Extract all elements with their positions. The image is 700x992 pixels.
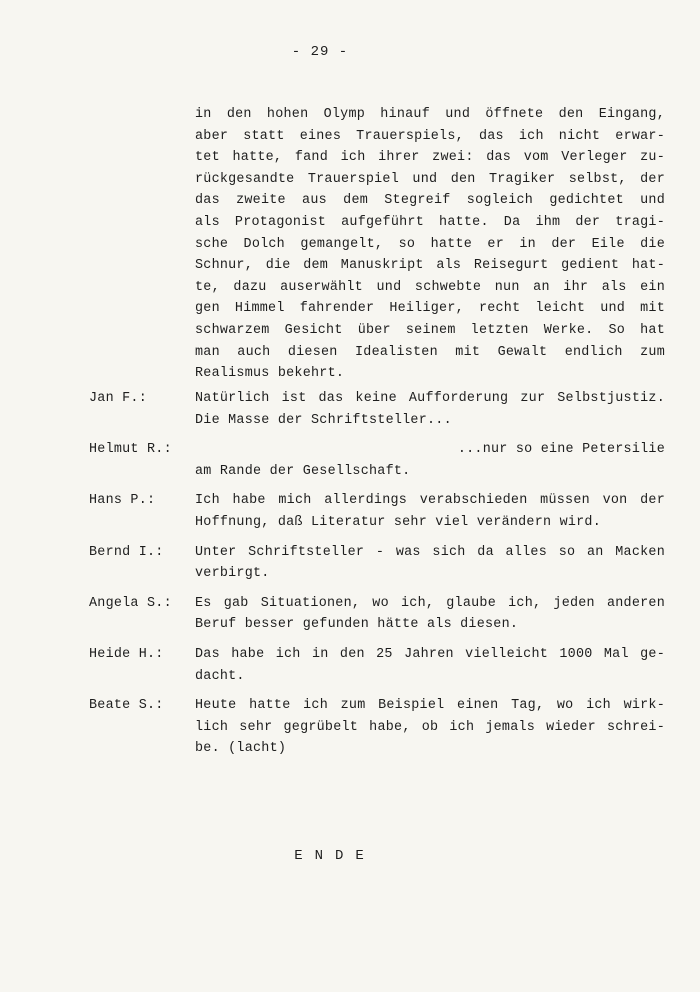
dialogue-entry: [0, 490, 700, 533]
dialogue-entry: [0, 695, 700, 760]
speech-line: am Rande der Gesellschaft.: [195, 463, 411, 479]
narrative-line: schwarzem Gesicht über seinem letzten Werke. So hat: [195, 322, 665, 338]
narrative-line: Schnur, die dem Manuskript als Reisegurt gedient hat-: [195, 258, 665, 274]
speech-text: [195, 388, 665, 431]
narrative-line: aber statt eines Trauerspiels, das ich nicht erwar-: [195, 128, 665, 144]
speech-line: Heute hatte ich zum Beispiel einen Tag, wo ich wirk-: [195, 698, 665, 714]
speech-line: Hoffnung, daß Literatur sehr viel verändern wird.: [195, 514, 601, 530]
speech-text: [195, 593, 665, 636]
narrative-line: sche Dolch gemangelt, so hatte er in der Eile die: [195, 236, 665, 252]
speech-text: [195, 695, 665, 760]
narrative-line: man auch diesen Idealisten mit Gewalt endlich zum: [195, 344, 665, 360]
speaker-name: Helmut R.:: [89, 442, 172, 458]
speaker-name: Beate S.:: [89, 698, 164, 714]
narrative-line: Realismus bekehrt.: [195, 366, 345, 382]
page-number: - 29 -: [291, 44, 349, 60]
speech-text: [195, 542, 665, 585]
speech-line: dacht.: [195, 668, 245, 684]
speech-text: [195, 644, 665, 687]
speech-line: Natürlich ist das keine Aufforderung zur Selbstjustiz.: [195, 391, 665, 406]
dialogue-entry: [0, 644, 700, 687]
narrative-line: te, dazu auserwählt und schwebte nun an ihr als ein: [195, 279, 665, 295]
speech-line: Beruf besser gefunden hätte als diesen.: [195, 617, 519, 633]
speaker-name: Jan F.:: [89, 391, 147, 406]
speaker-name: Heide H.:: [89, 646, 164, 662]
dialogue-entry: [0, 593, 700, 636]
dialogue-entry: [0, 388, 700, 431]
speaker-name: Hans P.:: [89, 493, 156, 509]
speech-text: [195, 490, 665, 533]
speech-line: Die Masse der Schriftsteller...: [195, 412, 452, 428]
speech-line: lich sehr gegrübelt habe, ob ich jemals wieder schrei-: [195, 719, 665, 735]
speaker-name: Angela S.:: [89, 595, 172, 611]
speech-line: verbirgt.: [195, 566, 270, 582]
speech-line: Unter Schriftsteller - was sich da alles so an Macken: [195, 544, 665, 560]
narrative-paragraph: [195, 104, 665, 385]
speech-line: ...nur so eine Petersilie: [457, 442, 665, 458]
narrative-line: in den hohen Olymp hinauf und öffnete den Eingang,: [195, 107, 665, 122]
dialogue-entry: [0, 542, 700, 585]
narrative-line: gen Himmel fahrender Heiliger, recht leicht und mit: [195, 301, 665, 317]
dialogue-entry: [0, 439, 700, 482]
speech-line: Ich habe mich allerdings verabschieden müssen von der: [195, 493, 665, 509]
dialogue-section: [0, 388, 700, 768]
speech-line: be. (lacht): [195, 741, 287, 757]
ending-marker: ENDE: [294, 848, 376, 864]
speech-text: [195, 439, 665, 482]
narrative-line: rückgesandte Trauerspiel und den Tragiker selbst, der: [195, 171, 665, 187]
narrative-line: tet hatte, fand ich ihrer zwei: das vom Verleger zu-: [195, 150, 665, 166]
speech-line: Es gab Situationen, wo ich, glaube ich, jeden anderen: [195, 595, 665, 611]
speech-line: Das habe ich in den 25 Jahren vielleicht 1000 Mal ge-: [195, 646, 665, 662]
narrative-line: das zweite aus dem Stegreif sogleich gedichtet und: [195, 193, 665, 209]
narrative-line: als Protagonist aufgeführt hatte. Da ihm der tragi-: [195, 214, 665, 230]
speaker-name: Bernd I.:: [89, 544, 164, 560]
